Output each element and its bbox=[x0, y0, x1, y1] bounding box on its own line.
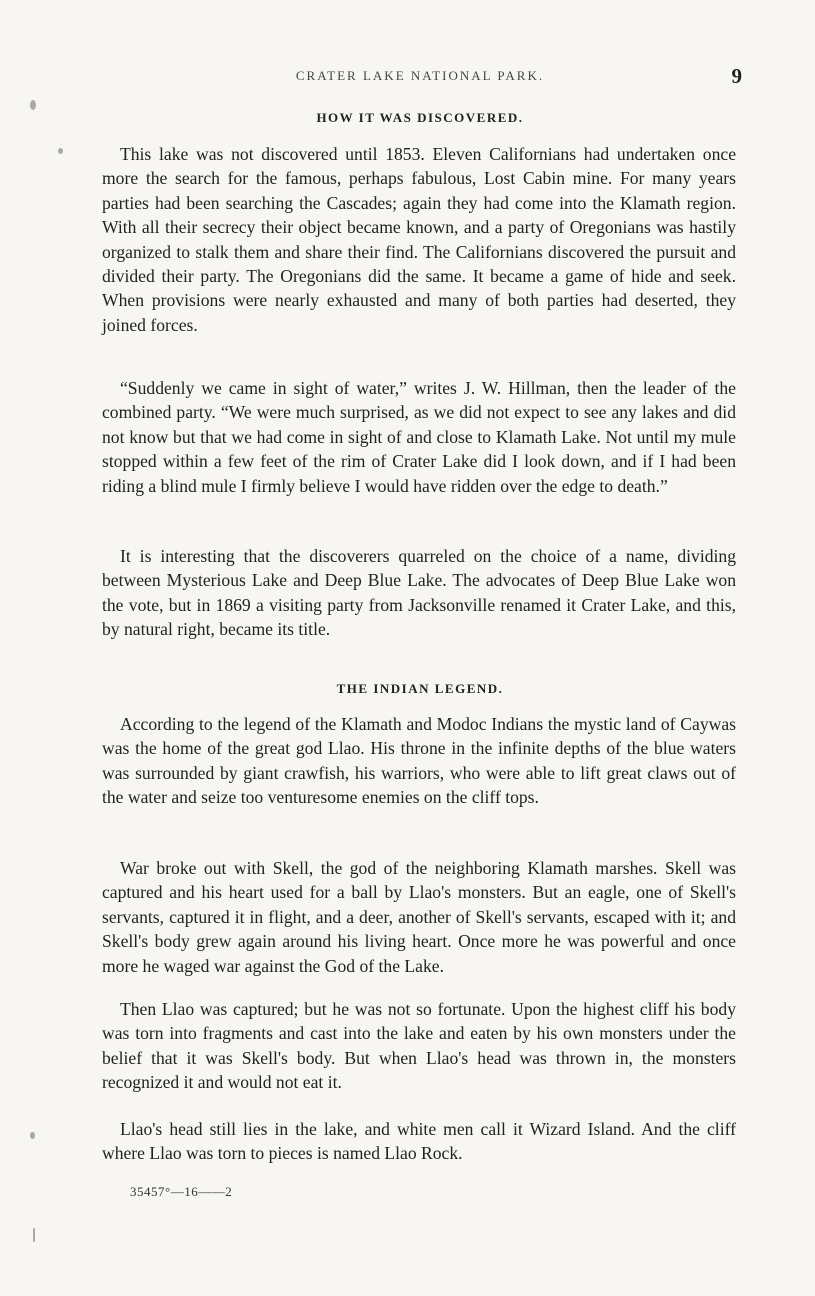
printer-signature-mark: 35457°—16——2 bbox=[130, 1184, 233, 1199]
section-heading-legend: THE INDIAN LEGEND. bbox=[336, 681, 504, 696]
scan-speck bbox=[30, 1132, 35, 1139]
scan-speck bbox=[58, 148, 63, 154]
paragraph: Llao's head still lies in the lake, and white men call it Wizard Island. And the cliff where Llao was torn to pieces is named Llao Rock. bbox=[102, 1119, 736, 1164]
scan-speck bbox=[30, 100, 36, 110]
paragraph: “Suddenly we came in sight of water,” writes J. W. Hillman, then the leader of the combined party. “We were much surprised, as we did not expect to see any lakes and did not know but that we had come in sight of and close to Klamath Lake. Not until my mule stopped within a few feet of the rim of Crater Lake did I look down, and if I had been riding a blind mule I firmly believe I would have ridden over the edge to death.” bbox=[102, 378, 736, 496]
paragraph: It is interesting that the discoverers quarreled on the choice of a name, dividing between Mysterious Lake and Deep Blue Lake. The advocates of Deep Blue Lake won the vote, but in 1869 a visiting party from Jacksonville renamed it Crater Lake, and this, by natural right, became its title. bbox=[102, 546, 736, 640]
section-heading-discovery: HOW IT WAS DISCOVERED. bbox=[316, 110, 524, 125]
scan-speck bbox=[33, 1228, 35, 1242]
page-number: 9 bbox=[731, 64, 742, 88]
paragraph: This lake was not discovered until 1853. Eleven Californians had undertaken once more the search for the famous, perhaps fabulous, Lost Cabin mine. For many years parties had been searching the Cascades; again they had come into the Klamath region. With all their secrecy their object became known, and a party of Oregonians was hastily organized to stalk them and share their find. The Californians discovered the pursuit and divided their party. The Oregonians did the same. It became a game of hide and seek. When provisions were nearly exhausted and many of both parties had deserted, they joined forces. bbox=[102, 144, 736, 335]
running-head: CRATER LAKE NATIONAL PARK. bbox=[295, 68, 545, 83]
paragraph: Then Llao was captured; but he was not so fortunate. Upon the highest cliff his body was torn into fragments and cast into the lake and eaten by his own monsters under the belief that it was Skell's body. But when Llao's head was thrown in, the monsters recognized it and would not eat it. bbox=[102, 999, 736, 1093]
paragraph: According to the legend of the Klamath and Modoc Indians the mystic land of Caywas was the home of the great god Llao. His throne in the infinite depths of the blue waters was surrounded by giant crawfish, his warriors, who were able to lift great claws out of the water and seize too venturesome enemies on the cliff tops. bbox=[102, 714, 736, 808]
paragraph: War broke out with Skell, the god of the neighboring Klamath marshes. Skell was captured and his heart used for a ball by Llao's monsters. But an eagle, one of Skell's servants, captured it in flight, and a deer, another of Skell's servants, escaped with it; and Skell's body grew again around his living heart. Once more he was powerful and once more he waged war against the God of the Lake. bbox=[102, 858, 736, 976]
